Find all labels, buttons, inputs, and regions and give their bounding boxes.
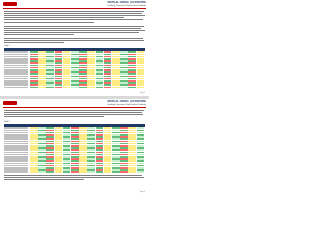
text-line bbox=[4, 34, 74, 35]
table-cell bbox=[71, 171, 79, 173]
document-page-2 bbox=[0, 99, 149, 195]
text-line bbox=[4, 116, 104, 117]
page-number: Page 2 bbox=[139, 93, 145, 94]
text-line bbox=[4, 19, 143, 20]
table-title: Table 2 bbox=[4, 121, 10, 123]
table-cell bbox=[71, 87, 79, 89]
table-row-label bbox=[4, 171, 28, 173]
report-subtitle: Identifying Conventional Digital Lenders Profitability bbox=[107, 5, 146, 7]
text-line bbox=[4, 114, 143, 115]
table-cell bbox=[63, 87, 71, 89]
brand-logo bbox=[3, 101, 17, 105]
table-cell bbox=[79, 171, 87, 173]
table-cell bbox=[96, 87, 104, 89]
table-cell bbox=[87, 171, 95, 173]
text-line bbox=[4, 17, 124, 18]
text-line bbox=[4, 38, 143, 39]
table-cell bbox=[104, 87, 112, 89]
table-cell bbox=[137, 171, 145, 173]
table-row-label bbox=[4, 87, 28, 89]
text-line bbox=[4, 32, 139, 33]
text-line bbox=[4, 40, 144, 41]
table-cell bbox=[128, 171, 136, 173]
text-line bbox=[4, 175, 142, 176]
brand-title: MOTILAL OSWAL | ECOSCOPE bbox=[107, 100, 146, 103]
table-cell bbox=[46, 87, 54, 89]
text-line bbox=[4, 15, 145, 16]
text-line bbox=[4, 110, 144, 111]
document-page-1 bbox=[0, 0, 149, 96]
table-cell bbox=[87, 87, 95, 89]
brand-logo bbox=[3, 2, 17, 6]
text-line bbox=[4, 179, 84, 180]
brand-title: MOTILAL OSWAL | ECOSCOPE bbox=[107, 1, 146, 4]
table-cell bbox=[112, 87, 120, 89]
table-cell bbox=[38, 87, 46, 89]
table-cell bbox=[96, 171, 104, 173]
table-cell bbox=[79, 87, 87, 89]
table-cell bbox=[38, 171, 46, 173]
text-line bbox=[4, 42, 64, 43]
text-line bbox=[4, 177, 144, 178]
text-line bbox=[4, 13, 142, 14]
table-cell bbox=[112, 171, 120, 173]
table-cell bbox=[104, 171, 112, 173]
table-cell bbox=[55, 171, 63, 173]
table-cell bbox=[55, 87, 63, 89]
text-line bbox=[4, 22, 94, 23]
table-cell bbox=[120, 171, 128, 173]
table-cell bbox=[30, 87, 38, 89]
report-subtitle: Identifying Conventional Digital Lenders Profitability bbox=[107, 104, 146, 106]
text-line bbox=[4, 26, 144, 27]
text-line bbox=[4, 11, 144, 12]
text-line bbox=[4, 112, 142, 113]
table-cell bbox=[120, 87, 128, 89]
table-title: Table 1 bbox=[4, 45, 10, 47]
table-cell bbox=[63, 171, 71, 173]
text-line bbox=[4, 30, 145, 31]
table-cell bbox=[46, 171, 54, 173]
table-cell bbox=[137, 87, 145, 89]
table-cell bbox=[128, 87, 136, 89]
page-number: Page 3 bbox=[139, 192, 145, 193]
text-line bbox=[4, 28, 141, 29]
table-cell bbox=[30, 171, 38, 173]
